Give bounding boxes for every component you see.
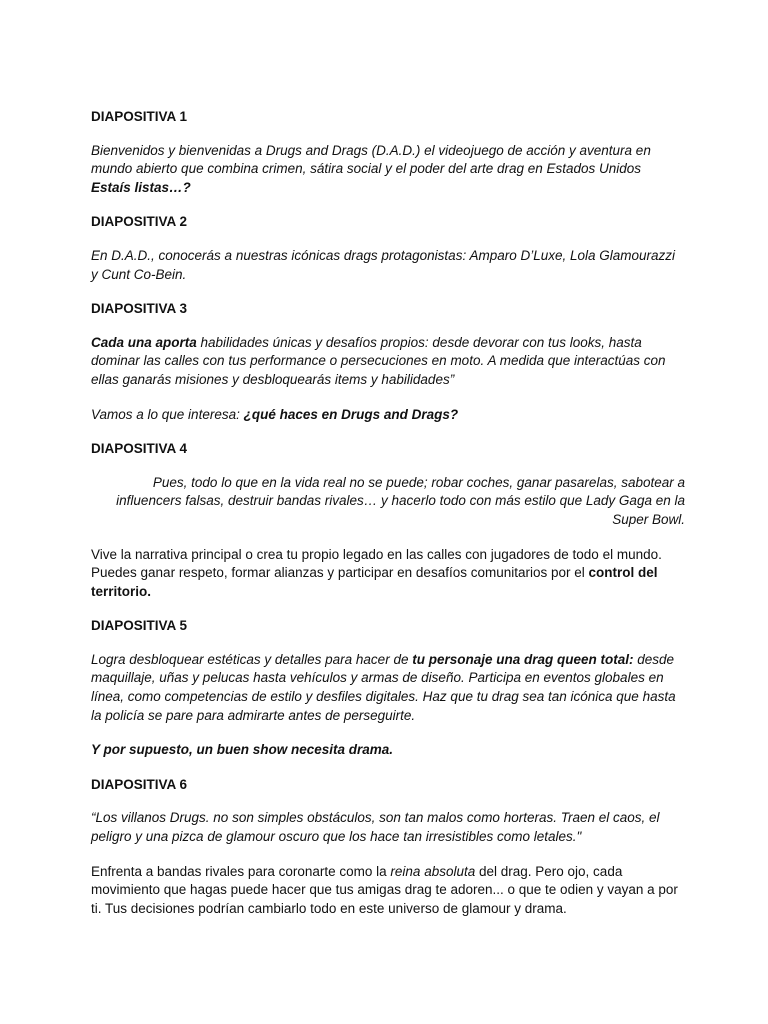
slide-4-quote-line-1: Pues, todo lo que en la vida real no se puede; robar coches, ganar pasarelas, sabotear a	[152, 474, 685, 490]
slide-3-paragraph	[91, 334, 685, 390]
slide-5-paragraph	[91, 651, 685, 725]
slide-3-heading: DIAPOSITIVA 3	[91, 301, 188, 317]
slide-3-question-paragraph	[91, 406, 685, 425]
slide-1-bold-question: Estaís listas…?	[91, 179, 191, 195]
slide-6-text-lead: Enfrenta a bandas rivales para coronarte como la	[91, 863, 391, 879]
document-page	[91, 108, 685, 918]
slide-4-heading: DIAPOSITIVA 4	[91, 441, 188, 457]
slide-4-bold-territory: control del territorio.	[91, 565, 658, 599]
slide-4-quote-line-2: influencers falsas, destruir bandas rivales… y hacerlo todo con más estilo que Lady Gaga en la	[116, 493, 685, 509]
slide-5-bold-character: tu personaje una drag queen total:	[412, 651, 634, 667]
slide-6-heading: DIAPOSITIVA 6	[91, 776, 188, 792]
slide-6-italic-queen: reina absoluta	[390, 863, 476, 879]
slide-3-bold-lead: Cada una aporta	[91, 334, 197, 350]
slide-1-text: Bienvenidos y bienvenidas a Drugs and Drags (D.A.D.) el videojuego de acción y aventura en mundo abierto que combina crimen, sátira social y el poder del arte drag en Estados Unidos	[91, 142, 651, 177]
slide-5-drama-line: Y por supuesto, un buen show necesita drama.	[91, 742, 394, 758]
slide-5-heading: DIAPOSITIVA 5	[91, 618, 188, 634]
slide-1-heading: DIAPOSITIVA 1	[91, 109, 188, 124]
slide-5-text-lead: Logra desbloquear estéticas y detalles para hacer de	[91, 651, 413, 667]
slide-5-text-rest: desde maquillaje, uñas y pelucas hasta vehículos y armas de diseño. Participa en eventos globales en línea, como competencias de estilo y desfiles digitales. Haz que tu drag sea tan icónica que hasta la policía se pare para admirarte antes de perseguirte.	[91, 651, 676, 723]
slide-3-question-bold: ¿qué haces en Drugs and Drags?	[243, 406, 459, 422]
slide-4-quote-line-3: Super Bowl.	[612, 511, 685, 527]
slide-4-paragraph	[91, 546, 685, 602]
slide-2-paragraph: En D.A.D., conocerás a nuestras icónicas drags protagonistas: Amparo D’Luxe, Lola Glamourazzi y Cunt Co-Bein.	[91, 247, 676, 282]
slide-3-text: habilidades únicas y desafíos propios: desde devorar con tus looks, hasta dominar las calles con tus performance o persecuciones en moto. A medida que interactúas con ellas ganarás misiones y desbloquearás items y habilidades”	[91, 334, 666, 387]
slide-6-paragraph	[91, 863, 685, 919]
slide-1-paragraph	[91, 142, 685, 198]
slide-4-quote	[91, 474, 685, 530]
slide-3-question-lead: Vamos a lo que interesa:	[91, 406, 244, 422]
slide-4-text: Vive la narrativa principal o crea tu propio legado en las calles con jugadores de todo el mundo. Puedes ganar respeto, formar alianzas y participar en desafíos comunitarios por el	[91, 546, 662, 581]
slide-2-heading: DIAPOSITIVA 2	[91, 214, 188, 230]
slide-6-text-rest: del drag. Pero ojo, cada movimiento que hagas puede hacer que tus amigas drag te adoren... o que te odien y vayan a por ti. Tus decisiones podrían cambiarlo todo en este universo de glamour y drama.	[91, 863, 678, 916]
slide-6-villains-quote: “Los villanos Drugs. no son simples obstáculos, son tan malos como horteras. Traen el caos, el peligro y una pizca de glamour oscuro que los hace tan irresistibles como letales."	[91, 810, 660, 845]
